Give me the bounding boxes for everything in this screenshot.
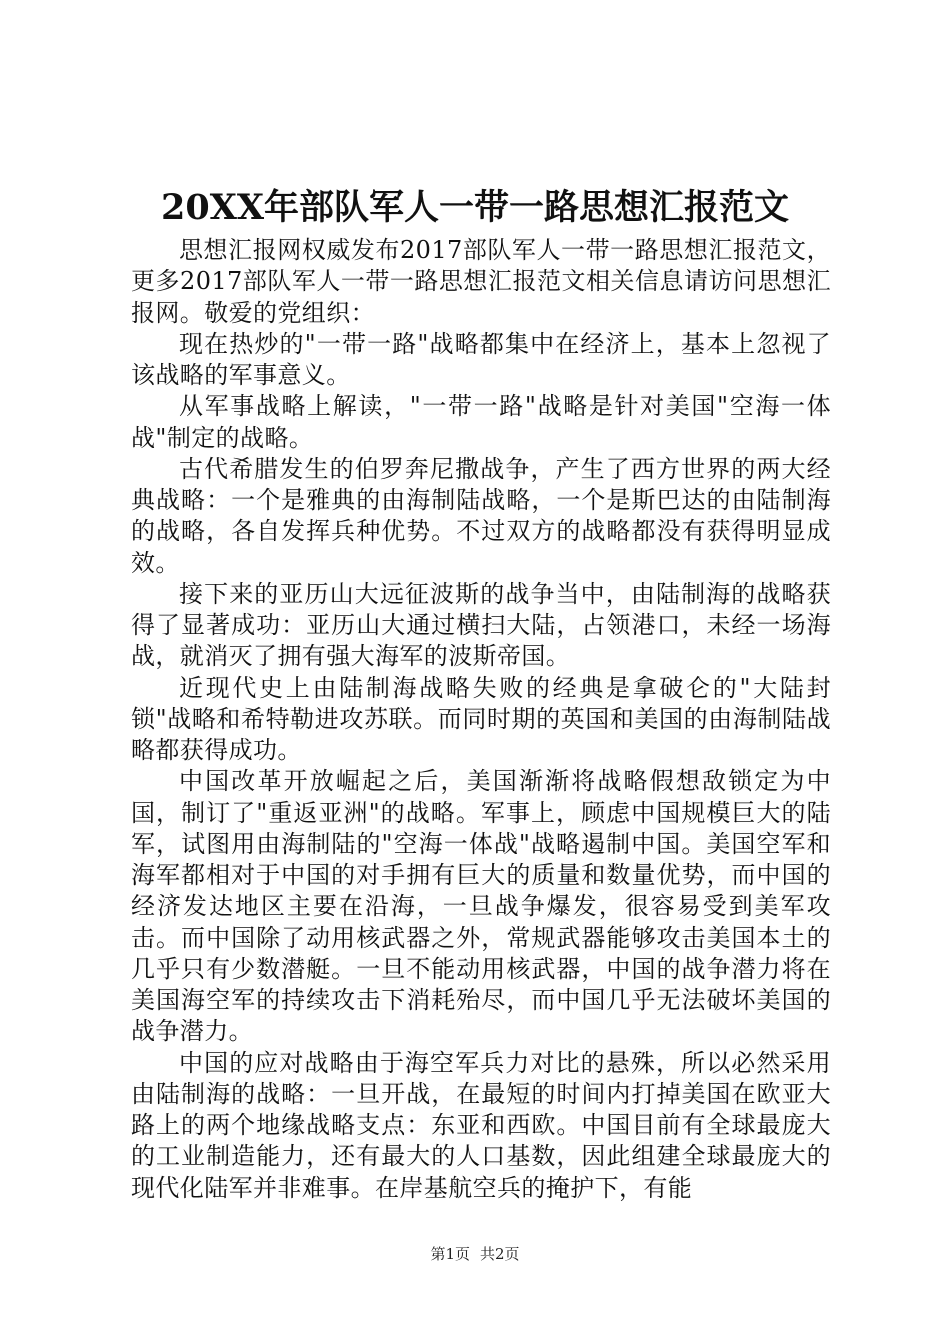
document-body bbox=[131, 235, 831, 1204]
paragraph: 中国的应对战略由于海空军兵力对比的悬殊，所以必然采用由陆制海的战略：一旦开战，在最短的时间内打掉美国在欧亚大路上的两个地缘战略支点：东亚和西欧。中国目前有全球最庞大的工业制造能力，还有最大的人口基数，因此组建全球最庞大的现代化陆军并非难事。在岸基航空兵的掩护下，有能 bbox=[131, 1048, 831, 1202]
paragraph: 古代希腊发生的伯罗奔尼撒战争，产生了西方世界的两大经典战略：一个是雅典的由海制陆战略，一个是斯巴达的由陆制海的战略，各自发挥兵种优势。不过双方的战略都没有获得明显成效。 bbox=[131, 454, 831, 577]
paragraph: 中国改革开放崛起之后，美国渐渐将战略假想敌锁定为中国，制订了"重返亚洲"的战略。军事上，顾虑中国规模巨大的陆军，试图用由海制陆的"空海一体战"战略遏制中国。美国空军和海军都相对于中国的对手拥有巨大的质量和数量优势，而中国的经济发达地区主要在沿海，一旦战争爆发，很容易受到美军攻击。而中国除了动用核武器之外，常规武器能够攻击美国本土的几乎只有少数潜艇。一旦不能动用核武器，中国的战争潜力将在美国海空军的持续攻击下消耗殆尽，而中国几乎无法破坏美国的战争潜力。 bbox=[131, 767, 831, 1046]
page-footer bbox=[0, 1244, 950, 1264]
paragraph: 现在热炒的"一带一路"战略都集中在经济上，基本上忽视了该战略的军事意义。 bbox=[131, 329, 831, 389]
paragraph: 近现代史上由陆制海战略失败的经典是拿破仑的"大陆封锁"战略和希特勒进攻苏联。而同时期的英国和美国的由海制陆战略都获得成功。 bbox=[131, 673, 831, 764]
document-title: 20XX年部队军人一带一路思想汇报范文 bbox=[160, 187, 790, 228]
page-total: 共2页 bbox=[480, 1245, 520, 1263]
paragraph-intro: 思想汇报网权威发布2017部队军人一带一路思想汇报范文，更多2017部队军人一带一路思想汇报范文相关信息请访问思想汇报网。敬爱的党组织： bbox=[131, 236, 831, 327]
paragraph: 从军事战略上解读，"一带一路"战略是针对美国"空海一体战"制定的战略。 bbox=[131, 392, 831, 452]
page-number: 第1页 bbox=[430, 1245, 470, 1263]
paragraph: 接下来的亚历山大远征波斯的战争当中，由陆制海的战略获得了显著成功：亚历山大通过横扫大陆，占领港口，未经一场海战，就消灭了拥有强大海军的波斯帝国。 bbox=[131, 579, 831, 671]
